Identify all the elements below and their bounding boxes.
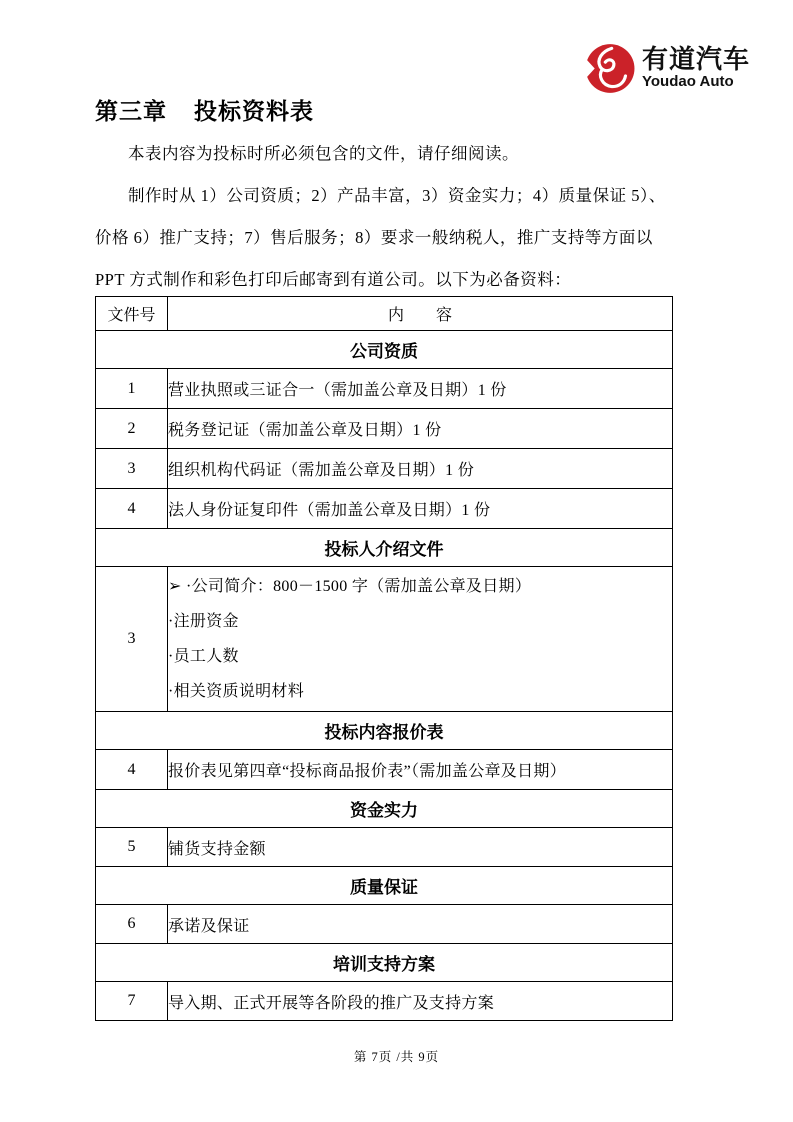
bullet-line: ·相关资质说明材料 bbox=[168, 683, 305, 700]
brand-name-en: Youdao Auto bbox=[642, 73, 734, 91]
table-row-multiline bbox=[96, 567, 673, 712]
intro-line-2: 制作时从 1）公司资质；2）产品丰富，3）资金实力；4）质量保证 5）、 bbox=[128, 186, 666, 205]
row-content: 营业执照或三证合一（需加盖公章及日期）1 份 bbox=[168, 369, 673, 409]
file-no: 3 bbox=[96, 567, 168, 712]
brand-logo bbox=[582, 42, 750, 95]
file-no: 2 bbox=[96, 409, 168, 449]
row-content-multiline bbox=[168, 567, 673, 712]
file-no: 7 bbox=[96, 982, 168, 1021]
section-label: 质量保证 bbox=[96, 867, 673, 905]
intro-line-3: 价格 6）推广支持；7）售后服务；8）要求一般纳税人，推广支持等方面以 bbox=[95, 228, 653, 247]
section-label: 投标内容报价表 bbox=[96, 712, 673, 750]
file-no: 3 bbox=[96, 449, 168, 489]
brand-text bbox=[642, 46, 750, 91]
table-row bbox=[96, 409, 673, 449]
section-row-quality-assurance bbox=[96, 867, 673, 905]
table-row bbox=[96, 982, 673, 1021]
bullet-line: ·员工人数 bbox=[168, 648, 239, 665]
row-content: 铺货支持金额 bbox=[168, 828, 673, 867]
header-file-no: 文件号 bbox=[96, 297, 168, 331]
section-row-training-support bbox=[96, 944, 673, 982]
header-content: 内 容 bbox=[168, 297, 673, 331]
section-row-bidder-introduction bbox=[96, 529, 673, 567]
table-row bbox=[96, 905, 673, 944]
brand-name-cn: 有道汽车 bbox=[642, 44, 751, 75]
row-content: 税务登记证（需加盖公章及日期）1 份 bbox=[168, 409, 673, 449]
file-no: 6 bbox=[96, 905, 168, 944]
table-row bbox=[96, 750, 673, 790]
tender-documents-table bbox=[95, 296, 673, 1021]
file-no: 4 bbox=[96, 750, 168, 790]
section-row-quotation-table bbox=[96, 712, 673, 750]
row-content: 报价表见第四章“投标商品报价表”（需加盖公章及日期） bbox=[168, 750, 673, 790]
intro-line-4: PPT 方式制作和彩色打印后邮寄到有道公司。以下为必备资料： bbox=[95, 270, 572, 289]
section-label: 公司资质 bbox=[96, 331, 673, 369]
file-no: 4 bbox=[96, 489, 168, 529]
file-no: 1 bbox=[96, 369, 168, 409]
row-content: 组织机构代码证（需加盖公章及日期）1 份 bbox=[168, 449, 673, 489]
page-number: 第 7页 /共 9页 bbox=[353, 1050, 440, 1064]
row-content: 法人身份证复印件（需加盖公章及日期）1 份 bbox=[168, 489, 673, 529]
bullet-line: ·注册资金 bbox=[168, 613, 239, 630]
row-content: 承诺及保证 bbox=[168, 905, 673, 944]
chapter-title: 第三章 投标资料表 bbox=[95, 99, 314, 124]
table-row bbox=[96, 449, 673, 489]
table-row bbox=[96, 828, 673, 867]
bullet-line: ➢ ·公司简介：800－1500 字（需加盖公章及日期） bbox=[168, 578, 532, 595]
youdao-logo-icon bbox=[582, 42, 635, 95]
section-label: 资金实力 bbox=[96, 790, 673, 828]
table-row bbox=[96, 369, 673, 409]
section-row-company-qualification bbox=[96, 331, 673, 369]
section-label: 培训支持方案 bbox=[96, 944, 673, 982]
intro-line-1: 本表内容为投标时所必须包含的文件，请仔细阅读。 bbox=[128, 144, 519, 163]
file-no: 5 bbox=[96, 828, 168, 867]
table-header-row bbox=[96, 297, 673, 331]
section-row-financial-strength bbox=[96, 790, 673, 828]
section-label: 投标人介绍文件 bbox=[96, 529, 673, 567]
table-row bbox=[96, 489, 673, 529]
row-content: 导入期、正式开展等各阶段的推广及支持方案 bbox=[168, 982, 673, 1021]
